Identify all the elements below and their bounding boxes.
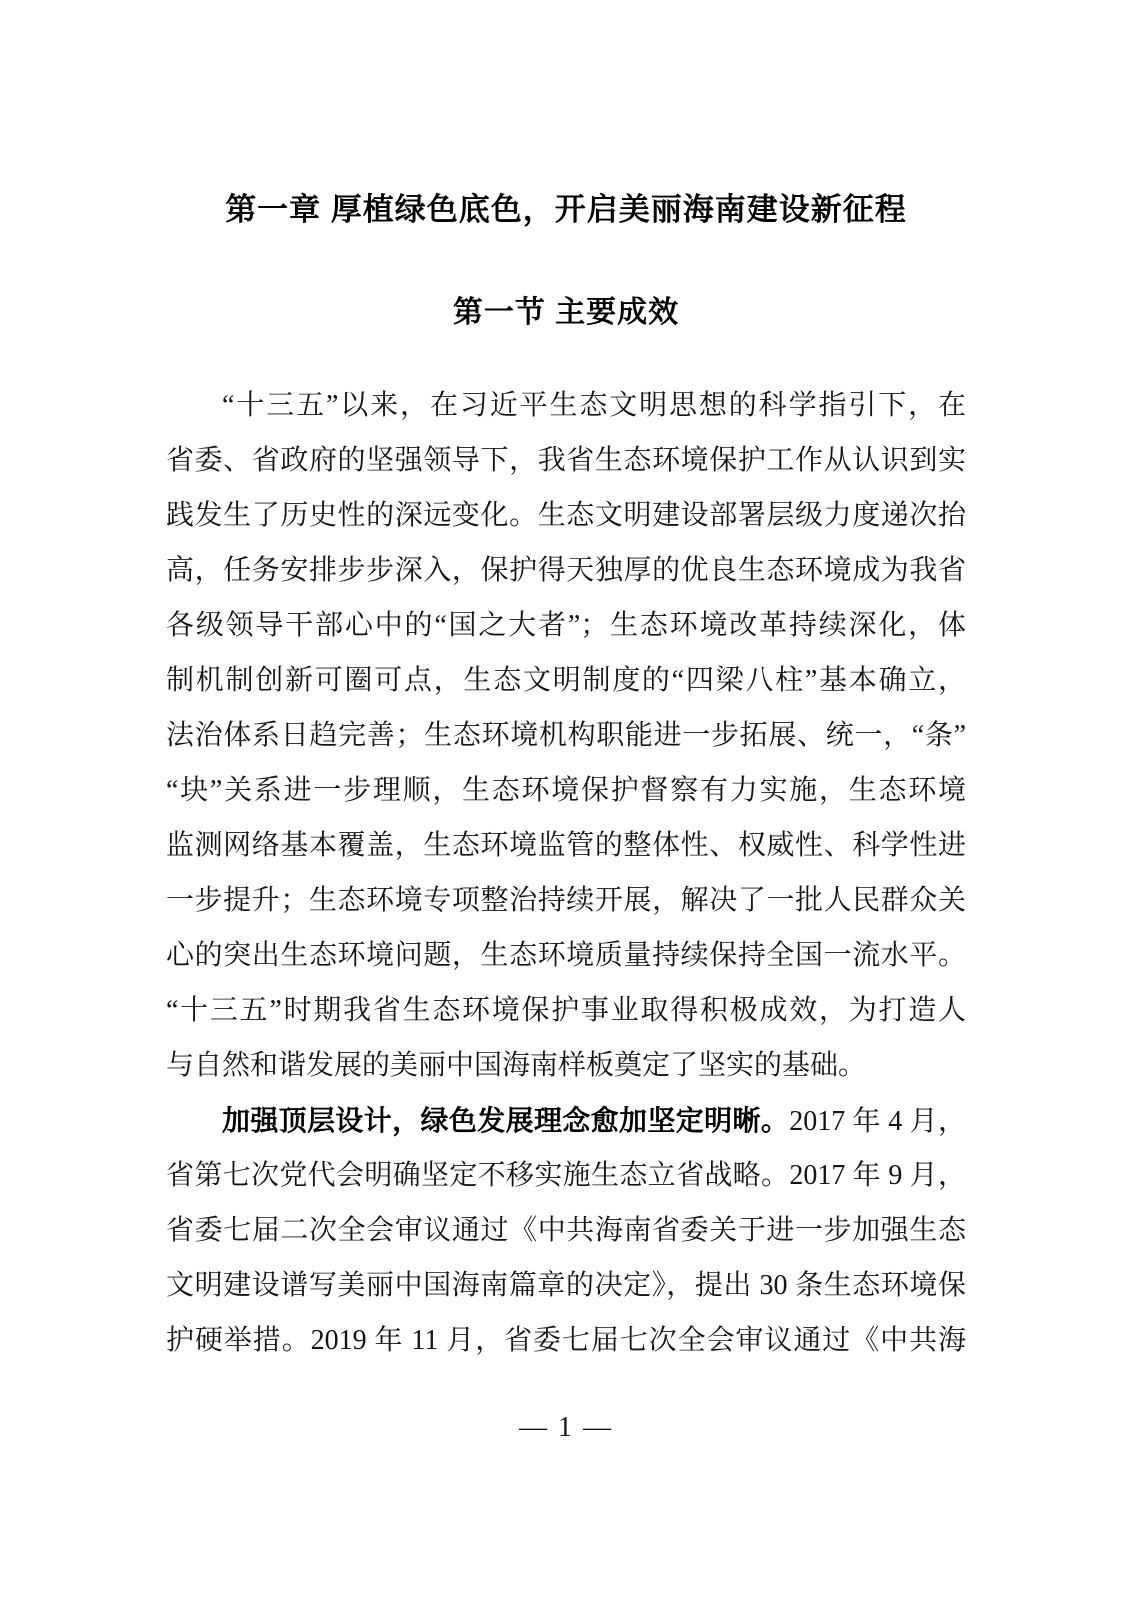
section-title: 第一节 主要成效 [452,296,680,329]
text-line: 高，任务安排步步深入，保护得天独厚的优良生态环境成为我省 [166,555,966,586]
text-line: 与自然和谐发展的美丽中国海南样板奠定了坚实的基础。 [166,1050,867,1081]
text-line: “十三五”以来，在习近平生态文明思想的科学指引下，在 [222,390,966,421]
text-line: 一步提升；生态环境专项整治持续开展，解决了一批人民群众关 [166,885,966,916]
text-line: 文明建设谱写美丽中国海南篇章的决定》，提出 30 条生态环境保 [166,1270,966,1301]
text-line: 心的突出生态环境问题，生态环境质量持续保持全国一流水平。 [166,940,966,971]
text-line-paragraph-lead [166,1093,966,1148]
text-line: 省第七次党代会明确坚定不移实施生态立省战略。2017 年 9 月， [166,1160,966,1191]
chapter-title: 第一章 厚植绿色底色，开启美丽海南建设新征程 [225,192,907,227]
text-line: 省委、省政府的坚强领导下，我省生态环境保护工作从认识到实 [166,445,966,476]
page-number: — 1 — [519,1412,613,1443]
lead-rest-text: 2017 年 4 月， [789,1106,966,1137]
text-line: 监测网络基本覆盖，生态环境监管的整体性、权威性、科学性进 [166,830,966,861]
bold-lead-text: 加强顶层设计，绿色发展理念愈加坚定明晰。 [222,1105,790,1136]
text-line: 法治体系日趋完善；生态环境机构职能进一步拓展、统一，“条” [166,720,966,751]
text-line: 制机制创新可圈可点，生态文明制度的“四梁八柱”基本确立， [166,665,966,696]
text-line: “十三五”时期我省生态环境保护事业取得积极成效，为打造人 [166,995,966,1026]
text-line: 践发生了历史性的深远变化。生态文明建设部署层级力度递次抬 [166,500,966,531]
body-text [166,378,966,1368]
text-line: 护硬举措。2019 年 11 月，省委七届七次全会审议通过《中共海 [166,1325,966,1356]
text-line: “块”关系进一步理顺，生态环境保护督察有力实施，生态环境 [166,775,966,806]
text-line: 各级领导干部心中的“国之大者”；生态环境改革持续深化，体 [166,610,966,641]
text-line: 省委七届二次全会审议通过《中共海南省委关于进一步加强生态 [166,1215,966,1246]
